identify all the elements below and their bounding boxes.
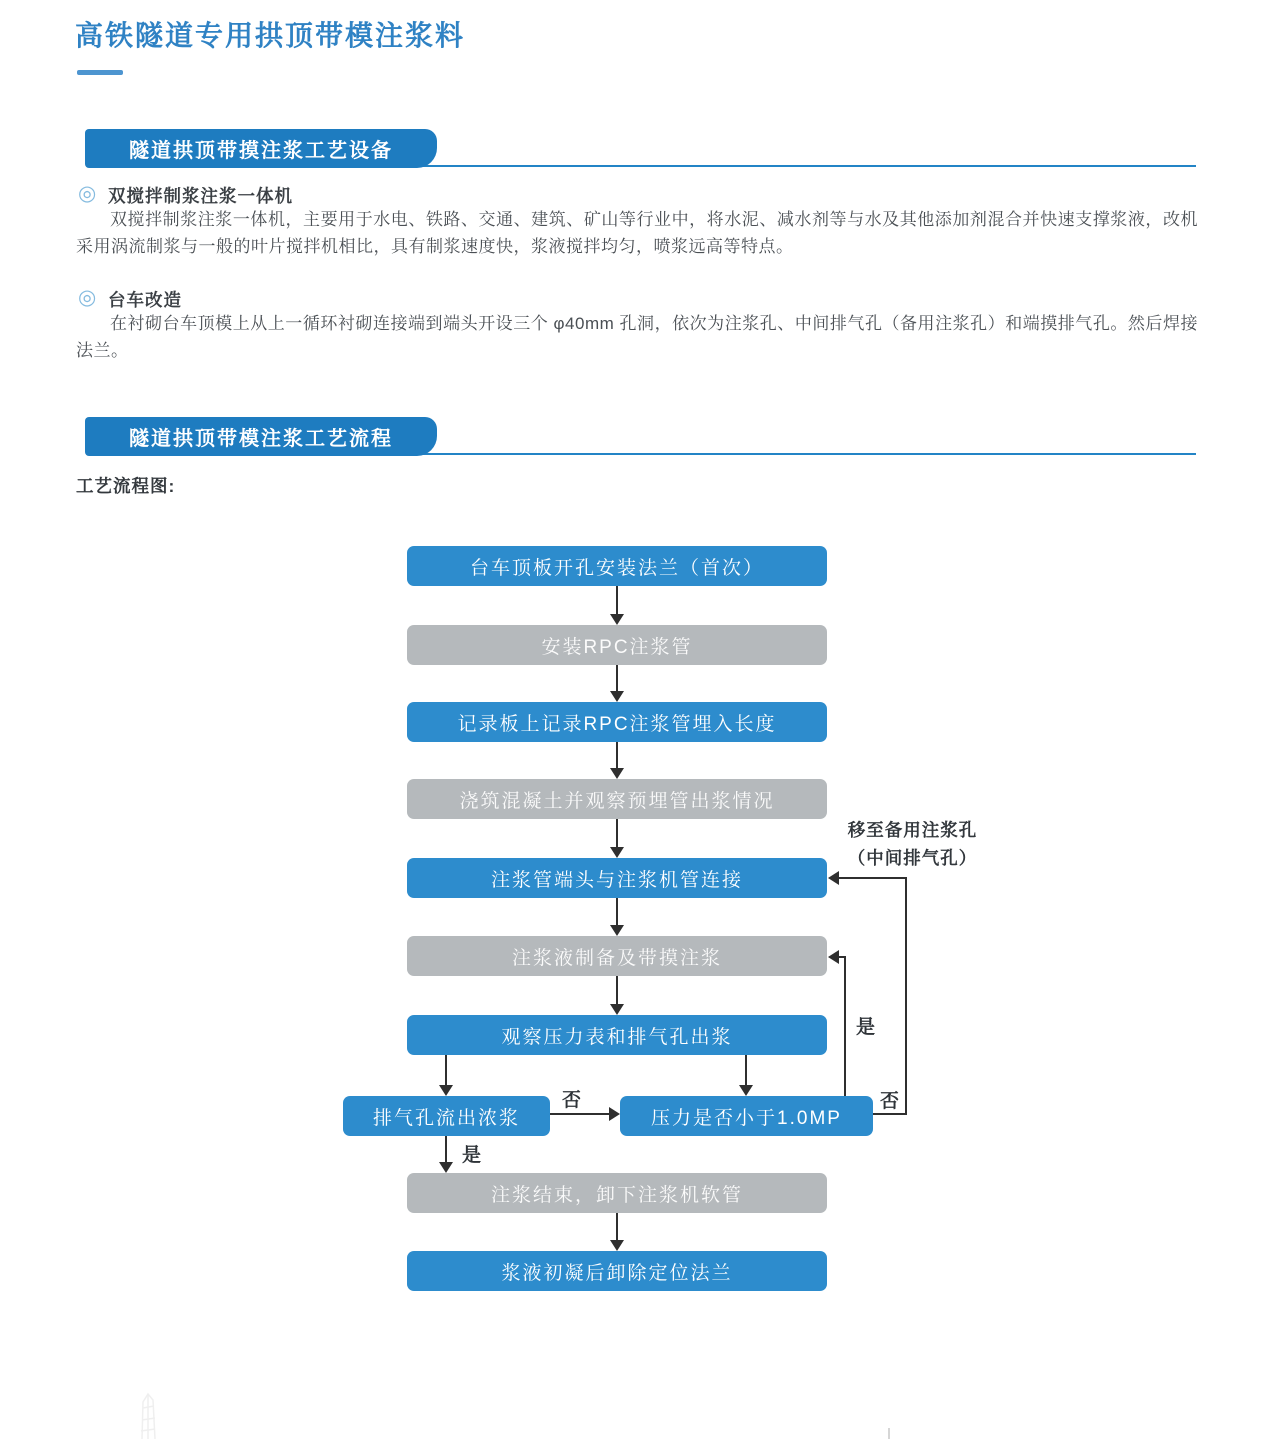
watermark-line xyxy=(888,1428,890,1439)
edge-label-pressure-no: 否 xyxy=(880,1091,900,1112)
paragraph-trolley-description: 在衬砌台车顶模上从上一循环衬砌连接端到端头开设三个 φ40mm 孔洞，依次为注浆孔、中间排气孔（备用注浆孔）和端摸排气孔。然后焊接法兰。 xyxy=(76,314,1198,360)
connector-line xyxy=(616,976,618,1004)
arrowhead-down-icon xyxy=(610,1004,624,1015)
flow-box-observe-pressure-gauge: 观察压力表和排气孔出浆 xyxy=(407,1015,827,1055)
arrowhead-down-icon xyxy=(439,1162,453,1173)
flow-box-open-hole-install-flange: 台车顶板开孔安装法兰（首次） xyxy=(407,546,827,586)
arrowhead-down-icon xyxy=(610,614,624,625)
connector-line xyxy=(616,586,618,614)
connector-line xyxy=(550,1113,609,1115)
flow-box-remove-flange-after-set: 浆液初凝后卸除定位法兰 xyxy=(407,1251,827,1291)
paragraph-mixer-description: 双搅拌制浆注浆一体机，主要用于水电、铁路、交通、建筑、矿山等行业中，将水泥、减水剂等与水及其他添加剂混合并快速支撑浆液，改机采用涡流制浆与一般的叶片搅拌机相比，具有制浆速度快，浆液搅拌均匀，喷浆远高等特点。 xyxy=(76,210,1198,256)
flow-box-pressure-below-1mp: 压力是否小于1.0MP xyxy=(620,1096,873,1136)
connector-line xyxy=(616,819,618,847)
connector-line xyxy=(839,956,846,958)
banner-rule-line xyxy=(420,453,1196,455)
flow-box-connect-grouting-machine: 注浆管端头与注浆机管连接 xyxy=(407,858,827,898)
flow-annotation xyxy=(830,816,995,872)
arrowhead-left-icon xyxy=(828,950,839,964)
flow-box-prepare-grout: 注浆液制备及带摸注浆 xyxy=(407,936,827,976)
bullet-heading-trolley: 台车改造 xyxy=(108,290,182,310)
connector-line xyxy=(616,898,618,925)
arrowhead-down-icon xyxy=(610,768,624,779)
connector-line xyxy=(445,1136,447,1162)
double-circle-bullet-icon: ◎ xyxy=(78,286,97,309)
arrowhead-left-icon xyxy=(828,871,839,885)
arrowhead-right-icon xyxy=(609,1107,620,1121)
connector-line xyxy=(616,665,618,691)
connector-line xyxy=(844,956,846,1096)
connector-line xyxy=(616,1213,618,1240)
arrowhead-down-icon xyxy=(439,1085,453,1096)
section-banner-process: 隧道拱顶带模注浆工艺流程 xyxy=(85,417,437,456)
flow-box-vent-thick-grout: 排气孔流出浓浆 xyxy=(343,1096,550,1136)
edge-label-vent-yes: 是 xyxy=(462,1145,482,1166)
section-banner-equipment: 隧道拱顶带摸注浆工艺设备 xyxy=(85,129,437,168)
arrowhead-down-icon xyxy=(610,925,624,936)
connector-line xyxy=(873,1113,907,1115)
connector-line xyxy=(839,877,907,879)
connector-line xyxy=(905,877,907,1115)
building-sketch-watermark xyxy=(112,1390,182,1439)
flow-diagram-label: 工艺流程图: xyxy=(76,476,176,496)
edge-label-vent-no: 否 xyxy=(562,1090,582,1111)
connector-line xyxy=(445,1055,447,1085)
flow-annotation-line2: （中间排气孔） xyxy=(847,848,978,868)
connector-line xyxy=(745,1055,747,1085)
arrowhead-down-icon xyxy=(610,847,624,858)
arrowhead-down-icon xyxy=(610,1240,624,1251)
page-title: 高铁隧道专用拱顶带模注浆料 xyxy=(75,20,466,51)
bullet-heading-mixer: 双搅拌制浆注浆一体机 xyxy=(108,186,293,206)
flow-box-install-rpc-pipe: 安装RPC注浆管 xyxy=(407,625,827,665)
double-circle-bullet-icon: ◎ xyxy=(78,182,97,205)
connector-line xyxy=(616,742,618,768)
flow-annotation-line1: 移至备用注浆孔 xyxy=(847,820,978,840)
arrowhead-down-icon xyxy=(610,691,624,702)
banner-rule-line xyxy=(420,165,1196,167)
edge-label-pressure-yes: 是 xyxy=(856,1017,876,1038)
title-underline xyxy=(77,70,123,75)
flow-box-end-grouting-remove-hose: 注浆结束，卸下注浆机软管 xyxy=(407,1173,827,1213)
flow-box-record-pipe-length: 记录板上记录RPC注浆管埋入长度 xyxy=(407,702,827,742)
arrowhead-down-icon xyxy=(739,1085,753,1096)
flow-box-pour-concrete-observe: 浇筑混凝土并观察预埋管出浆情况 xyxy=(407,779,827,819)
